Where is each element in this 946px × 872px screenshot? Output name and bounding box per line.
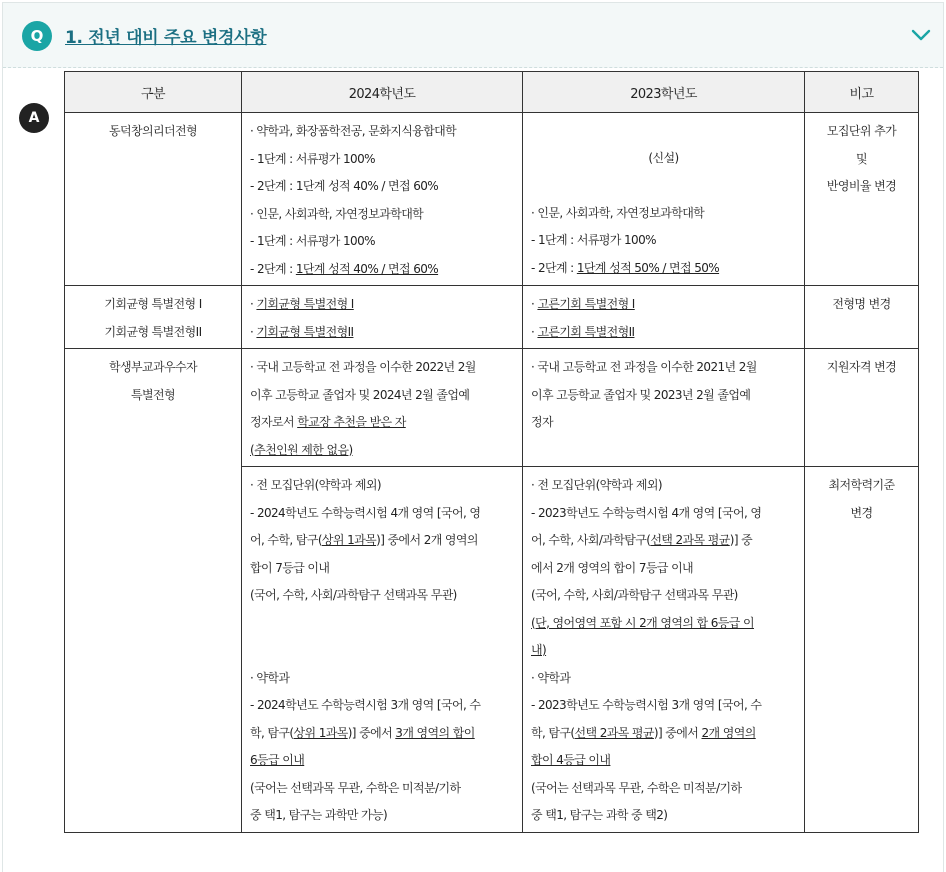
text-span: 정자로서 bbox=[250, 415, 298, 429]
underlined-text: 6등급 이내 bbox=[250, 753, 305, 767]
cell-2024 bbox=[242, 286, 523, 349]
cell-note bbox=[805, 467, 919, 833]
cell-2024 bbox=[242, 467, 523, 833]
underlined-text: 상위 1과목 bbox=[321, 533, 377, 547]
underlined-text: 합이 4등급 이내 bbox=[531, 753, 611, 767]
text-line: - 2023학년도 수학능력시험 4개 영역 [국어, 영 bbox=[531, 505, 762, 520]
text-span: )] 중에서 bbox=[347, 725, 396, 740]
table-header-row bbox=[65, 72, 919, 113]
text-line: - 1단계 : 서류평가 100% bbox=[250, 234, 375, 248]
underlined-text: 고른기회 특별전형 I bbox=[537, 297, 635, 311]
text-line: 최저학력기준 bbox=[828, 478, 895, 492]
cell-2023 bbox=[523, 286, 805, 349]
underlined-text: 기회균형 특별전형II bbox=[256, 324, 354, 339]
text-line bbox=[250, 256, 514, 284]
header-category: 구분 bbox=[65, 72, 242, 113]
text-line: 에서 2개 영역의 합이 7등급 이내 bbox=[531, 560, 694, 575]
header-note: 비고 bbox=[805, 72, 919, 113]
underlined-text: (추천인원 제한 없음) bbox=[250, 442, 353, 457]
cell-note bbox=[805, 113, 919, 286]
text-line: 기회균형 특별전형 I bbox=[104, 297, 202, 311]
text-line: 기회균형 특별전형II bbox=[104, 324, 202, 339]
text-line: - 2024학년도 수학능력시험 4개 영역 [국어, 영 bbox=[250, 505, 481, 520]
spacer bbox=[531, 118, 796, 145]
table-row bbox=[65, 349, 919, 467]
underlined-text: 기회균형 특별전형 I bbox=[256, 297, 354, 311]
answer-badge: A bbox=[19, 103, 49, 133]
text-line: 정자 bbox=[531, 415, 553, 429]
text-line: 및 bbox=[856, 151, 867, 166]
text-line: - 2023학년도 수학능력시험 3개 영역 [국어, 수 bbox=[531, 698, 762, 712]
text-line: 학생부교과우수자 bbox=[109, 360, 197, 374]
text-span: 어, 수학, 탐구( bbox=[250, 533, 322, 547]
text-line bbox=[250, 527, 514, 555]
header-2024: 2024학년도 bbox=[242, 72, 523, 113]
text-line: (국어, 수학, 사회/과학탐구 선택과목 무관) bbox=[250, 588, 457, 602]
text-span: · bbox=[531, 324, 538, 339]
text-span: 학, 탐구( bbox=[250, 725, 294, 740]
text-line: - 1단계 : 서류평가 100% bbox=[250, 151, 375, 166]
underlined-text: 2개 영역의 bbox=[701, 725, 756, 740]
text-line: · 약학과 bbox=[250, 670, 290, 685]
text-span: · bbox=[531, 297, 538, 311]
text-line: - 2단계 : 1단계 성적 40% / 면접 60% bbox=[250, 179, 439, 193]
chevron-down-icon[interactable] bbox=[909, 25, 933, 45]
text-line: 이후 고등학교 졸업자 및 2023년 2월 졸업예 bbox=[531, 387, 751, 402]
text-line: 특별전형 bbox=[131, 387, 175, 402]
text-line bbox=[250, 720, 514, 748]
text-line: · 약학과 bbox=[531, 670, 571, 685]
cell-2023 bbox=[523, 113, 805, 286]
cell-category: 동덕창의리더전형 bbox=[65, 113, 242, 286]
text-span: - 2단계 : bbox=[250, 261, 296, 276]
question-badge: Q bbox=[22, 21, 52, 51]
text-line: (국어는 선택과목 무관, 수학은 미적분/기하 bbox=[531, 780, 742, 795]
text-span: )] 중에서 2개 영역의 bbox=[376, 533, 478, 547]
text-span: - 2단계 : bbox=[531, 260, 577, 275]
text-line: · 국내 고등학교 전 과정을 이수한 2021년 2월 bbox=[531, 360, 757, 374]
text-line: (국어는 선택과목 무관, 수학은 미적분/기하 bbox=[250, 780, 461, 795]
underlined-text: 1단계 성적 40% / 면접 60% bbox=[295, 261, 439, 276]
text-line: 중 택1, 탐구는 과학만 가능) bbox=[250, 808, 388, 822]
text-line: 변경 bbox=[850, 505, 873, 520]
text-line: · 인문, 사회과학, 자연정보과학대학 bbox=[250, 206, 424, 221]
new-label: (신설) bbox=[648, 151, 679, 165]
header-2023: 2023학년도 bbox=[523, 72, 805, 113]
text-line: · 전 모집단위(약학과 제외) bbox=[250, 478, 381, 492]
underlined-text: 선택 2과목 평균 bbox=[574, 725, 654, 740]
underlined-text: 고른기회 특별전형II bbox=[537, 324, 635, 339]
text-span: · bbox=[250, 324, 257, 339]
question-title[interactable]: 1. 전년 대비 주요 변경사항 bbox=[65, 28, 267, 48]
table-row bbox=[65, 113, 919, 286]
text-line: 합이 7등급 이내 bbox=[250, 560, 330, 575]
spacer bbox=[531, 173, 796, 200]
underlined-text: (단, 영어영역 포함 시 2개 영역의 합 6등급 이 bbox=[531, 615, 754, 630]
changes-table bbox=[64, 71, 919, 833]
text-line bbox=[250, 409, 514, 437]
underlined-text: 1단계 성적 50% / 면접 50% bbox=[576, 260, 720, 275]
text-line: 이후 고등학교 졸업자 및 2024년 2월 졸업예 bbox=[250, 387, 470, 402]
cell-2023 bbox=[523, 349, 805, 467]
text-span: · bbox=[250, 297, 257, 311]
text-line: 중 택1, 탐구는 과학 중 택2) bbox=[531, 808, 668, 822]
text-span: 어, 수학, 사회/과학탐구( bbox=[531, 533, 651, 547]
cell-category bbox=[65, 286, 242, 349]
text-line: - 2024학년도 수학능력시험 3개 영역 [국어, 수 bbox=[250, 698, 481, 712]
cell-category bbox=[65, 349, 242, 833]
underlined-text: 내) bbox=[531, 643, 547, 657]
cell-2024 bbox=[242, 349, 523, 467]
text-line: · 약학과, 화장품학전공, 문화지식융합대학 bbox=[250, 124, 457, 138]
text-line bbox=[531, 291, 796, 319]
question-header[interactable] bbox=[3, 3, 943, 68]
spacer bbox=[250, 610, 514, 665]
cell-note: 전형명 변경 bbox=[805, 286, 919, 349]
underlined-text: 상위 1과목 bbox=[293, 725, 348, 740]
text-line: · 인문, 사회과학, 자연정보과학대학 bbox=[531, 205, 705, 220]
text-line: (국어, 수학, 사회/과학탐구 선택과목 무관) bbox=[531, 588, 738, 602]
text-span: )] 중에서 bbox=[653, 725, 702, 740]
text-span: )] 중 bbox=[729, 533, 753, 547]
underlined-text: 3개 영역의 합이 bbox=[395, 725, 475, 740]
cell-note: 지원자격 변경 bbox=[805, 349, 919, 467]
text-line bbox=[250, 319, 514, 347]
text-line bbox=[531, 255, 796, 283]
text-line: 모집단위 추가 bbox=[826, 124, 897, 138]
text-line bbox=[531, 319, 796, 347]
text-line bbox=[250, 291, 514, 319]
text-line: 반영비율 변경 bbox=[826, 179, 897, 193]
text-line bbox=[531, 527, 796, 555]
text-span: 학, 탐구( bbox=[531, 725, 575, 740]
underlined-text: 선택 2과목 평균 bbox=[650, 533, 730, 547]
text-line: - 1단계 : 서류평가 100% bbox=[531, 233, 656, 247]
text-line bbox=[531, 720, 796, 748]
text-line: · 전 모집단위(약학과 제외) bbox=[531, 478, 662, 492]
text-line: · 국내 고등학교 전 과정을 이수한 2022년 2월 bbox=[250, 360, 476, 374]
cell-2023 bbox=[523, 467, 805, 833]
cell-2024 bbox=[242, 113, 523, 286]
table-row bbox=[65, 286, 919, 349]
underlined-text: 학교장 추천을 받은 자 bbox=[297, 415, 406, 429]
